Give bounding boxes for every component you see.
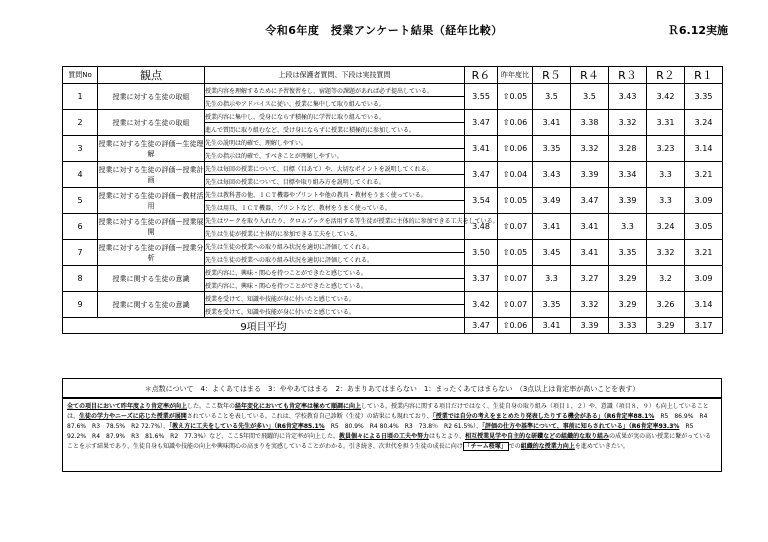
- question-student: 先生の指示やアドバイスに従い、授業に集中して取り組んでいる。: [205, 97, 465, 110]
- score-r3: 3.35: [609, 240, 647, 266]
- score-r3: 3.32: [609, 110, 647, 136]
- viewpoint: 授業に関する生徒の意識: [98, 266, 205, 292]
- table-row: [63, 136, 723, 149]
- score-r1: 3.35: [685, 84, 723, 110]
- score-diff: ⇧0.07: [498, 266, 533, 292]
- score-r2: 3.3: [647, 162, 685, 188]
- question-student: 進んで質問に取り組むなど、受け身にならずに授業に積極的に参加している。: [205, 123, 465, 136]
- comment-part: はもとより、: [429, 433, 466, 440]
- no: 7: [63, 240, 98, 266]
- score-diff: ⇧0.06: [498, 136, 533, 162]
- table-row: [63, 266, 723, 279]
- survey-date: Ｒ6.12実施: [667, 24, 728, 37]
- score-r1: 3.24: [685, 110, 723, 136]
- score-r6: 3.48: [465, 214, 498, 240]
- score-r6: 3.55: [465, 84, 498, 110]
- comment-part: を進めていきたい。: [574, 443, 629, 450]
- comment-part: の成果が実の高い授業に繋がっていることを示す結果であり、生徒自身も知識や技能の向上や興味関心の高まりを実感していることがわかる。引き続き、次世代を担う生徒の成長に向け: [67, 433, 712, 450]
- question-student: 授業内容に、興味・関心を持つことができたと感じている。: [205, 279, 465, 292]
- score-r5: 3.43: [533, 162, 571, 188]
- score-r1: 3.21: [685, 240, 723, 266]
- header-r4: R４: [571, 67, 609, 84]
- question-student: 先生は用具、ＩＣＴ機器、プリントなど、教材をうまく使っている。: [205, 201, 465, 214]
- score-r2: 3.31: [647, 110, 685, 136]
- question-student: 先生は毎回の授業について、目標や取り組み方を説明してくれる。: [205, 175, 465, 188]
- header-r2: R２: [647, 67, 685, 84]
- no: 8: [63, 266, 98, 292]
- score-r2: 3.23: [647, 136, 685, 162]
- comment-part: （R6肯定率85.1%: [274, 423, 325, 430]
- comment-part: 組織的な授業力向上: [520, 443, 575, 450]
- comment-part: （R6肯定率88.1%: [603, 413, 655, 420]
- score-r2: 3.3: [647, 188, 685, 214]
- average-diff: ⇧0.06: [498, 318, 533, 334]
- comment-part: 「授業では自分の考えをまとめたり発表したりする機会がある」: [432, 413, 604, 420]
- score-r1: 3.14: [685, 292, 723, 318]
- question-parent: 先生は教科書の他、ＩＣＴ機器やプリントや他の教具・教材をうまく使っている。: [205, 188, 465, 201]
- score-r3: 3.29: [609, 292, 647, 318]
- header-r5: R５: [533, 67, 571, 84]
- score-r6: 3.37: [465, 266, 498, 292]
- viewpoint: 授業に対する生徒の評価ー教材活用: [98, 188, 205, 214]
- table-body: [63, 84, 723, 318]
- summary-comment: [62, 398, 722, 472]
- header-no: 質問No: [63, 67, 98, 84]
- question-parent: 授業を受けて、知識や技能が身に付いたと感じている。: [205, 292, 465, 305]
- header-question: 上段は保護者質問、下段は実技質問: [205, 67, 465, 84]
- score-diff: ⇧0.05: [498, 240, 533, 266]
- average-r5: 3.41: [533, 318, 571, 334]
- viewpoint: 授業に対する生徒の評価ー授業分析: [98, 240, 205, 266]
- no: 6: [63, 214, 98, 240]
- average-r4: 3.39: [571, 318, 609, 334]
- score-r3: 3.29: [609, 266, 647, 292]
- average-row: [63, 318, 723, 334]
- score-diff: ⇧0.07: [498, 292, 533, 318]
- score-r3: 3.43: [609, 84, 647, 110]
- comment-part: 「チーム桜塚」: [464, 443, 507, 450]
- score-r6: 3.54: [465, 188, 498, 214]
- no: 4: [63, 162, 98, 188]
- scale-note: ＊点数について 4：よくあてはまる 3：ややあてはまる 2：あまりあてはまらない 1：まったくあてはまらない （3点以上は肯定率が高いことを表す）: [62, 378, 722, 398]
- score-r6: 3.47: [465, 162, 498, 188]
- question-student: 先生は生徒が授業に主体的に参加できる工夫をしている。: [205, 227, 465, 240]
- score-r5: 3.3: [533, 266, 571, 292]
- average-r6: 3.47: [465, 318, 498, 334]
- no: 5: [63, 188, 98, 214]
- score-r2: 3.24: [647, 214, 685, 240]
- results-table: [62, 66, 723, 334]
- average-r3: 3.33: [609, 318, 647, 334]
- score-r3: 3.28: [609, 136, 647, 162]
- question-student: 先生の指示は的確で、すべきことが理解しやすい。: [205, 149, 465, 162]
- question-parent: 先生は毎回の授業について、目標（目あて）や、大切なポイントを説明してくれる。: [205, 162, 465, 175]
- score-r1: 3.14: [685, 136, 723, 162]
- table-row: [63, 110, 723, 123]
- score-r4: 3.38: [571, 110, 609, 136]
- comment-part: 教員個々による日頃の工夫や努力: [339, 433, 430, 440]
- score-diff: ⇧0.05: [498, 188, 533, 214]
- score-r5: 3.41: [533, 110, 571, 136]
- comment-part: した。ここ数年の: [187, 403, 236, 410]
- comment-part: R5 86.9% R4 87.6% R3 78.5% R2 72.7%）、: [67, 413, 714, 430]
- score-diff: ⇧0.04: [498, 162, 533, 188]
- average-r1: 3.17: [685, 318, 723, 334]
- score-r4: 3.47: [571, 188, 609, 214]
- score-r4: 3.41: [571, 240, 609, 266]
- header-r3: R３: [609, 67, 647, 84]
- table-row: [63, 214, 723, 227]
- score-r4: 3.32: [571, 292, 609, 318]
- question-student: 先生は生徒の授業への取り組み状況を適切に評価してくれる。: [205, 253, 465, 266]
- viewpoint: 授業に対する生徒の評価ー生徒理解: [98, 136, 205, 162]
- score-r4: 3.32: [571, 136, 609, 162]
- score-r3: 3.34: [609, 162, 647, 188]
- average-r2: 3.29: [647, 318, 685, 334]
- score-r5: 3.49: [533, 188, 571, 214]
- comment-part: されていることを表している。これは、学校教育自己診断（生徒）の結果にも現れており、: [186, 413, 433, 420]
- score-r1: 3.05: [685, 214, 723, 240]
- header-r6: R６: [465, 67, 498, 84]
- question-parent: 授業内容に集中し、受身にならず積極的に学習に取り組んでいる。: [205, 110, 465, 123]
- score-r4: 3.39: [571, 162, 609, 188]
- comment-part: 「評価の仕方や基準について、事前に知らされている」: [482, 423, 629, 430]
- score-r6: 3.50: [465, 240, 498, 266]
- score-diff: ⇧0.07: [498, 214, 533, 240]
- question-parent: 先生は生徒の授業への取り組み状況を適切に評価してくれる。: [205, 240, 465, 253]
- score-r2: 3.42: [647, 84, 685, 110]
- header-row: [63, 67, 723, 84]
- score-r2: 3.26: [647, 292, 685, 318]
- score-diff: ⇧0.05: [498, 84, 533, 110]
- comment-part: （R6肯定率93.3%: [628, 423, 680, 430]
- table-row: [63, 292, 723, 305]
- comment-part: 経年変化においても肯定率は極めて順調に向上: [235, 403, 362, 410]
- header-viewpoint: 観点: [98, 67, 205, 84]
- comment-part: している。授業内容に関する項目だけではなく、生徒自身の取り組み（項目１，２）や、意識（項目８，９）も向上していることは、: [67, 403, 709, 420]
- viewpoint: 授業に対する生徒の評価ー授業計画: [98, 162, 205, 188]
- score-r2: 3.32: [647, 240, 685, 266]
- header-diff: 昨年度比: [498, 67, 533, 84]
- comment-part: 相互授業見学や自主的な研鑽などの組織的な取り組み: [465, 433, 610, 440]
- question-parent: 授業内容を理解するために予習復習をし、宿題等の課題があれば必ず提出している。: [205, 84, 465, 97]
- question-student: 授業を受けて、知識や技能が身に付いたと感じている。: [205, 305, 465, 318]
- score-r6: 3.42: [465, 292, 498, 318]
- score-r2: 3.2: [647, 266, 685, 292]
- viewpoint: 授業に関する生徒の意識: [98, 292, 205, 318]
- no: 1: [63, 84, 98, 110]
- no: 2: [63, 110, 98, 136]
- no: 9: [63, 292, 98, 318]
- score-r5: 3.35: [533, 136, 571, 162]
- score-r5: 3.35: [533, 292, 571, 318]
- score-r4: 3.5: [571, 84, 609, 110]
- no: 3: [63, 136, 98, 162]
- score-diff: ⇧0.06: [498, 110, 533, 136]
- score-r4: 3.27: [571, 266, 609, 292]
- viewpoint: 授業に対する生徒の取組: [98, 110, 205, 136]
- comment-part: 「教え方に工夫をしている先生が多い」: [169, 423, 275, 430]
- question-parent: 授業内容に、興味・関心を持つことができたと感じている。: [205, 266, 465, 279]
- question-parent: 先生はワークを取り入れたり、クロムブックを活用する等生徒が授業に主体的に参加できる工夫をしている。: [205, 214, 465, 227]
- score-r6: 3.47: [465, 110, 498, 136]
- score-r6: 3.41: [465, 136, 498, 162]
- score-r3: 3.3: [609, 214, 647, 240]
- page-title: 令和6年度 授業アンケート結果（経年比較）: [265, 24, 503, 37]
- average-label: 9項目平均: [63, 318, 465, 334]
- score-r3: 3.39: [609, 188, 647, 214]
- viewpoint: 授業に対する生徒の評価ー授業展開: [98, 214, 205, 240]
- score-r1: 3.09: [685, 266, 723, 292]
- score-r5: 3.41: [533, 214, 571, 240]
- score-r1: 3.09: [685, 188, 723, 214]
- comment-part: R5 80.9% R4 80.4% R3 73.8％ R2 61.5%）、: [324, 423, 483, 430]
- question-parent: 先生の説明は的確で、理解しやすい。: [205, 136, 465, 149]
- comment-part: R5 92.2% R4 87.9% R3 81.6% R2 77.3%）など、ここ5年間で飛躍的に肯定率が向上した。: [67, 423, 700, 440]
- header-r1: R１: [685, 67, 723, 84]
- table-row: [63, 240, 723, 253]
- comment-part: での: [508, 443, 521, 450]
- table-row: [63, 84, 723, 97]
- viewpoint: 授業に対する生徒の取組: [98, 84, 205, 110]
- table-row: [63, 188, 723, 201]
- score-r5: 3.45: [533, 240, 571, 266]
- table-row: [63, 162, 723, 175]
- score-r4: 3.41: [571, 214, 609, 240]
- score-r5: 3.5: [533, 84, 571, 110]
- score-r1: 3.21: [685, 162, 723, 188]
- comment-part: 生徒の学力やニーズに応じた授業が展開: [79, 413, 187, 420]
- comment-part: 全ての項目において昨年度より肯定率が向上: [67, 403, 188, 410]
